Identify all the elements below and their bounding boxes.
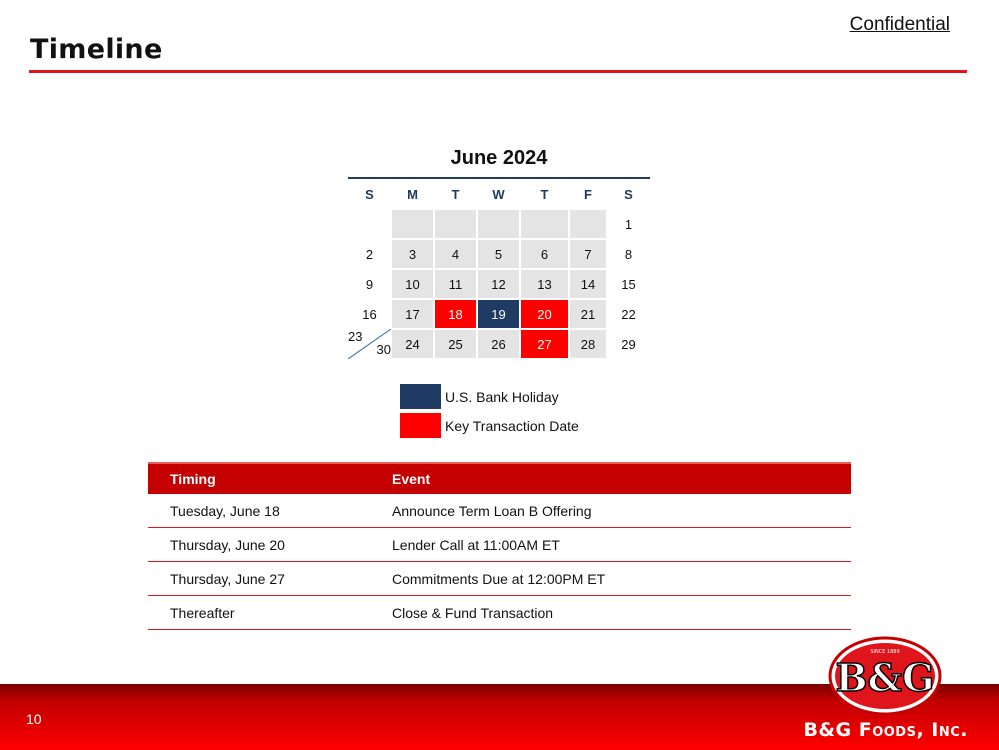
timing-cell: Thereafter — [148, 596, 392, 630]
event-header: Event — [392, 463, 851, 494]
legend-item — [400, 411, 579, 440]
bg-logo — [828, 636, 942, 716]
calendar-empty-day — [348, 209, 391, 239]
legend-item — [400, 382, 579, 411]
event-cell: Announce Term Loan B Offering — [392, 494, 851, 528]
calendar-empty-day — [434, 209, 477, 239]
table-row — [148, 562, 851, 596]
calendar-day-8: 8 — [624, 246, 633, 262]
calendar-grid — [348, 179, 650, 359]
legend-label: Key Transaction Date — [445, 417, 579, 434]
calendar-day-24: 24 — [391, 329, 434, 359]
calendar-empty-day — [520, 209, 569, 239]
weekday-label: M — [407, 186, 418, 202]
calendar-day-15: 15 — [621, 276, 636, 292]
calendar-empty-day — [391, 209, 434, 239]
logo-text: B&G — [835, 655, 935, 700]
weekday-label: S — [624, 186, 633, 202]
legend-label: U.S. Bank Holiday — [445, 388, 559, 405]
table-row — [148, 596, 851, 630]
logo-since-text: SINCE 1889 — [870, 649, 900, 655]
calendar-day-22: 22 — [621, 306, 636, 322]
calendar-day-18: 18 — [434, 299, 477, 329]
company-name — [803, 719, 968, 741]
confidential-label: Confidential — [849, 14, 950, 35]
calendar-day-17: 17 — [391, 299, 434, 329]
weekday-label: T — [451, 186, 460, 202]
table-row — [148, 528, 851, 562]
calendar-day-12: 12 — [477, 269, 520, 299]
calendar-empty-day — [477, 209, 520, 239]
calendar-day-20: 20 — [520, 299, 569, 329]
table-header-row — [148, 463, 851, 494]
legend-swatch — [400, 413, 441, 438]
calendar-day-25: 25 — [434, 329, 477, 359]
page-number: 10 — [26, 711, 42, 727]
company-name-text: B&G Foods, Inc. — [803, 719, 968, 741]
calendar-title: June 2024 — [450, 147, 548, 169]
event-cell: Lender Call at 11:00AM ET — [392, 528, 851, 562]
timing-cell: Thursday, June 20 — [148, 528, 392, 562]
table-row — [148, 494, 851, 528]
calendar-day-1: 1 — [624, 216, 633, 232]
title-divider — [29, 70, 967, 73]
page-title: Timeline — [30, 34, 163, 65]
calendar-day-7: 7 — [569, 239, 607, 269]
legend — [400, 382, 579, 440]
calendar-day-10: 10 — [391, 269, 434, 299]
timing-cell: Thursday, June 27 — [148, 562, 392, 596]
calendar-day-6: 6 — [520, 239, 569, 269]
event-cell: Close & Fund Transaction — [392, 596, 851, 630]
calendar-split-day — [348, 329, 391, 359]
calendar-day-26: 26 — [477, 329, 520, 359]
calendar-day-11: 11 — [434, 269, 477, 299]
calendar-day-27: 27 — [520, 329, 569, 359]
timing-cell: Tuesday, June 18 — [148, 494, 392, 528]
calendar-day-28: 28 — [569, 329, 607, 359]
calendar-day-19: 19 — [477, 299, 520, 329]
calendar-day-13: 13 — [520, 269, 569, 299]
calendar-day-2: 2 — [365, 246, 374, 262]
calendar-day-16: 16 — [362, 306, 377, 322]
calendar-day-3: 3 — [391, 239, 434, 269]
calendar-day-30: 30 — [376, 342, 391, 357]
weekday-label: W — [492, 186, 505, 202]
weekday-label: T — [540, 186, 549, 202]
timing-header: Timing — [148, 463, 392, 494]
calendar-day-23: 23 — [348, 329, 363, 344]
calendar-day-29: 29 — [621, 336, 636, 352]
calendar-day-9: 9 — [365, 276, 374, 292]
calendar-day-5: 5 — [477, 239, 520, 269]
calendar-day-21: 21 — [569, 299, 607, 329]
calendar-day-14: 14 — [569, 269, 607, 299]
calendar-day-4: 4 — [434, 239, 477, 269]
legend-swatch — [400, 384, 441, 409]
calendar-empty-day — [569, 209, 607, 239]
weekday-label: F — [584, 186, 592, 202]
event-cell: Commitments Due at 12:00PM ET — [392, 562, 851, 596]
events-table — [148, 462, 851, 630]
weekday-label: S — [365, 186, 374, 202]
